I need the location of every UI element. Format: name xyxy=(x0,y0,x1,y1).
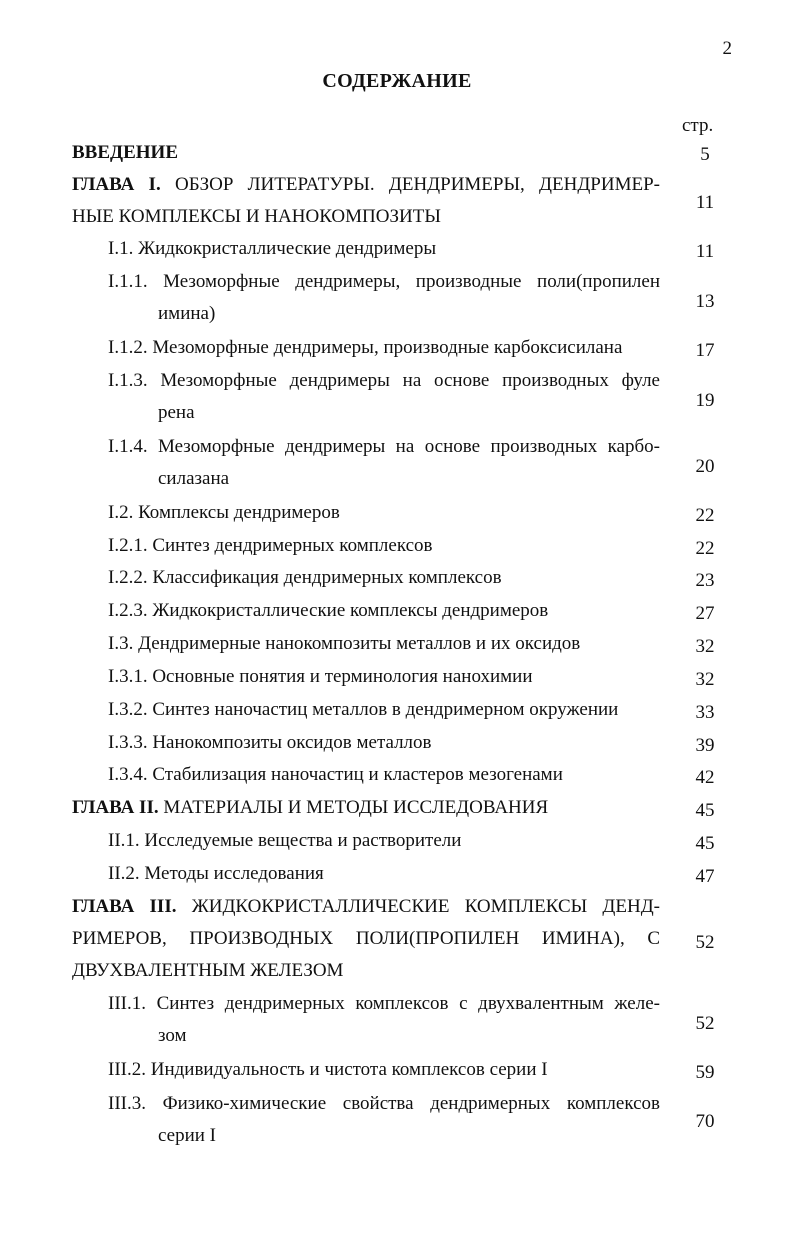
toc-page-number: 70 xyxy=(695,1111,715,1132)
toc-entry-line: III.1. Синтез дендримерных комплексов с двухвалентным желе- xyxy=(108,993,660,1014)
toc-page-number: 19 xyxy=(695,390,715,411)
toc-page-number: 45 xyxy=(695,800,715,821)
toc-entry-text: ЖИДКОКРИСТАЛЛИЧЕСКИЕ КОМПЛЕКСЫ ДЕНД- xyxy=(191,896,661,917)
chapter-label: ГЛАВА III. xyxy=(72,896,177,917)
toc-entry-line: I.1.4. Мезоморфные дендримеры на основе производных карбо- xyxy=(108,436,660,457)
toc-entry-line xyxy=(72,792,548,824)
toc-entry-line: III.3. Физико-химические свойства дендримерных комплексов xyxy=(108,1093,660,1114)
toc-page-number: 5 xyxy=(700,144,710,165)
toc-entry-text: I.2. Комплексы дендримеров xyxy=(108,502,340,523)
toc-entry-text: I.2.1. Синтез дендримерных комплексов xyxy=(108,535,433,556)
toc-page-number: 32 xyxy=(695,636,715,657)
toc-entry-line-2: силазана xyxy=(158,468,230,489)
toc-page-number: 17 xyxy=(695,340,715,361)
toc-entry-text: I.3.3. Нанокомпозиты оксидов металлов xyxy=(108,732,432,753)
toc-entry-line-2: серии I xyxy=(158,1125,217,1146)
toc-page-number: 33 xyxy=(695,702,715,723)
toc-entry-line-2: рена xyxy=(158,402,195,423)
toc-entry-line-2: РИМЕРОВ, ПРОИЗВОДНЫХ ПОЛИ(ПРОПИЛЕН ИМИНА), С xyxy=(72,928,660,949)
toc-entry-line-2: зом xyxy=(158,1025,187,1046)
toc-page-number: 11 xyxy=(695,192,715,213)
toc-entry-text: II.2. Методы исследования xyxy=(108,863,324,884)
toc-entry-text: МАТЕРИАЛЫ И МЕТОДЫ ИССЛЕДОВАНИЯ xyxy=(163,797,549,818)
toc-entry-text: I.1.2. Мезоморфные дендримеры, производные карбоксисилана xyxy=(108,337,623,358)
toc-page-number: 11 xyxy=(695,241,715,262)
toc-page-number: 42 xyxy=(695,767,715,788)
toc-page-number: 32 xyxy=(695,669,715,690)
toc-page-number: 13 xyxy=(695,291,715,312)
toc-page-number: 59 xyxy=(695,1062,715,1083)
toc-entry-text: I.3.1. Основные понятия и терминология нанохимии xyxy=(108,666,533,687)
toc-entry-line-2: имина) xyxy=(158,303,216,324)
toc-page-number: 47 xyxy=(695,866,715,887)
toc-entry-text: I.2.3. Жидкокристаллические комплексы дендримеров xyxy=(108,600,549,621)
toc-entry-text: ОБЗОР ЛИТЕРАТУРЫ. ДЕНДРИМЕРЫ, ДЕНДРИМЕР- xyxy=(174,174,660,195)
page-number: 2 xyxy=(722,38,732,59)
chapter-label: ГЛАВА II. xyxy=(72,797,159,818)
toc-entry-text: II.1. Исследуемые вещества и растворители xyxy=(108,830,462,851)
toc-entry-text: I.1. Жидкокристаллические дендримеры xyxy=(108,238,437,259)
toc-page-number: 22 xyxy=(695,538,715,559)
chapter-label: ГЛАВА I. xyxy=(72,174,161,195)
toc-entry-text: III.2. Индивидуальность и чистота комплексов серии I xyxy=(108,1059,548,1080)
toc-entry-line: I.1.1. Мезоморфные дендримеры, производные поли(пропилен xyxy=(108,271,660,292)
toc-entry-label: ВВЕДЕНИЕ xyxy=(72,142,178,163)
toc-page-number: 52 xyxy=(695,932,715,953)
toc-entry-line-3: ДВУХВАЛЕНТНЫМ ЖЕЛЕЗОМ xyxy=(72,960,344,981)
toc-entry-line xyxy=(72,169,660,201)
toc-page-number: 39 xyxy=(695,735,715,756)
toc-entry-line-2: НЫЕ КОМПЛЕКСЫ И НАНОКОМПОЗИТЫ xyxy=(72,206,441,227)
toc-entry-text: I.3. Дендримерные нанокомпозиты металлов и их оксидов xyxy=(108,633,581,654)
toc-page-number: 52 xyxy=(695,1013,715,1034)
toc-page-number: 23 xyxy=(695,570,715,591)
toc-entry-line xyxy=(72,891,660,923)
toc-page-number: 27 xyxy=(695,603,715,624)
toc-page-number: 45 xyxy=(695,833,715,854)
toc-page-number: 20 xyxy=(695,456,715,477)
toc-entry-text: I.3.4. Стабилизация наночастиц и кластеров мезогенами xyxy=(108,764,563,785)
page-title: СОДЕРЖАНИЕ xyxy=(322,70,472,92)
toc-entry-text: I.3.2. Синтез наночастиц металлов в дендримерном окружении xyxy=(108,699,619,720)
toc-entry-text: I.2.2. Классификация дендримерных комплексов xyxy=(108,567,502,588)
toc-entry-line: I.1.3. Мезоморфные дендримеры на основе производных фуле xyxy=(108,370,660,391)
toc-page-number: 22 xyxy=(695,505,715,526)
page-column-label: стр. xyxy=(682,115,714,136)
